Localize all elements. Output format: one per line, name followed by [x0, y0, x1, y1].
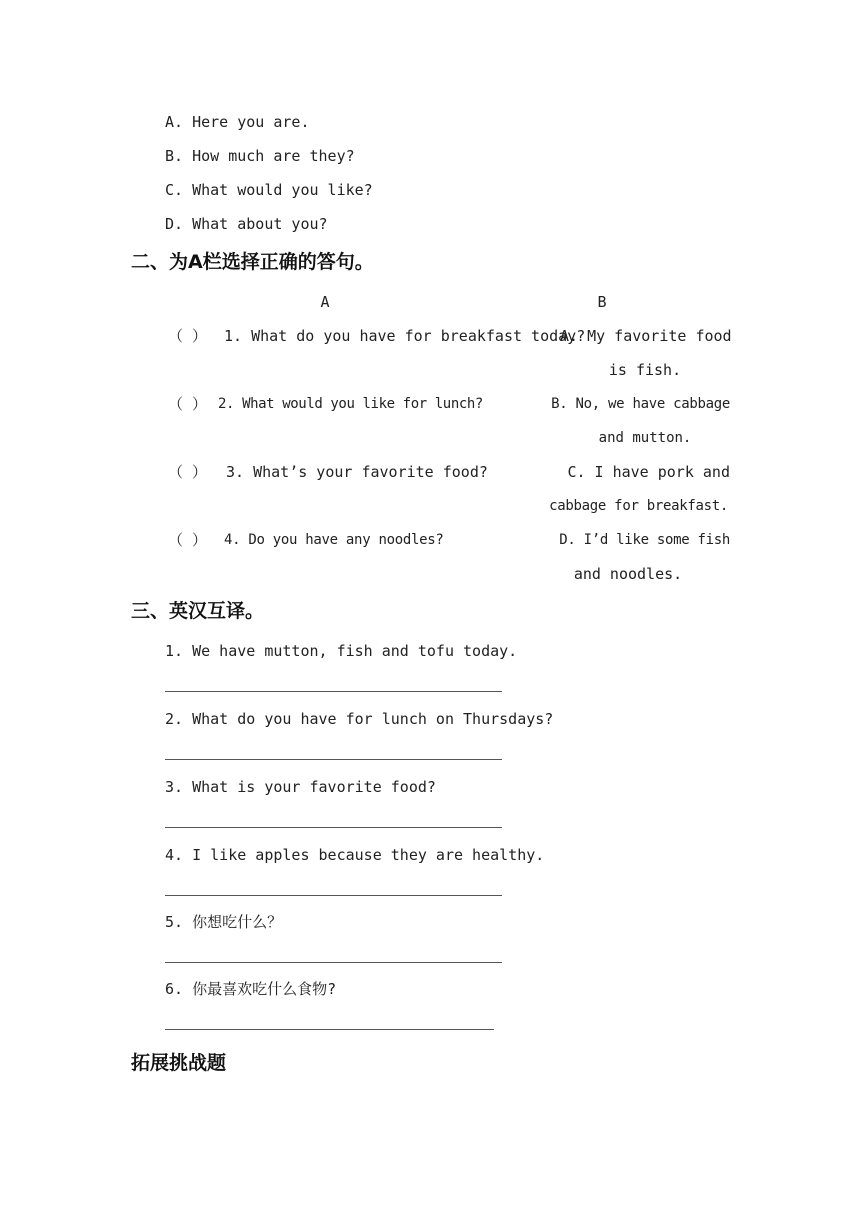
answer-paren-4: （ ） — [168, 531, 208, 549]
section-4-heading: 拓展挑战题 — [131, 1052, 227, 1074]
option-b: B. How much are they? — [165, 147, 355, 165]
question-3: 3. What’s your favorite food? — [226, 463, 488, 481]
translate-item-1: 1. We have mutton, fish and tofu today. — [165, 642, 518, 660]
answer-d-line-2: and noodles. — [573, 565, 683, 583]
translate-item-6: 6. 你最喜欢吃什么食物? — [165, 980, 337, 998]
answer-c-line-1: C. I have pork and — [567, 463, 730, 481]
answer-blank-line-4 — [165, 895, 502, 896]
translate-item-2: 2. What do you have for lunch on Thursdays? — [165, 710, 554, 728]
answer-d-line-1: D. I’d like some fish — [559, 532, 730, 548]
answer-blank-line-6 — [165, 1029, 494, 1030]
option-a: A. Here you are. — [165, 113, 310, 131]
section-2-heading: 二、为A栏选择正确的答句。 — [131, 251, 374, 273]
question-1: 1. What do you have for breakfast today? — [224, 327, 586, 345]
answer-blank-line-5 — [165, 962, 502, 963]
section-3-heading: 三、英汉互译。 — [131, 600, 265, 622]
answer-b-line-1: B. No, we have cabbage — [551, 396, 730, 412]
answer-paren-3: （ ） — [168, 463, 208, 481]
answer-a-line-1: A. My favorite food — [560, 327, 732, 345]
answer-b-line-2: and mutton. — [598, 430, 692, 446]
answer-c-line-2: cabbage for breakfast. — [549, 498, 728, 514]
answer-blank-line-3 — [165, 827, 502, 828]
answer-paren-2: （ ） — [168, 395, 208, 413]
answer-paren-1: （ ） — [168, 327, 208, 345]
translate-item-4: 4. I like apples because they are healthy. — [165, 846, 545, 864]
translate-item-5: 5. 你想吃什么？ — [165, 913, 283, 931]
answer-blank-line-1 — [165, 691, 502, 692]
column-b-header: B — [597, 293, 607, 311]
option-c: C. What would you like? — [165, 181, 373, 199]
question-2: 2. What would you like for lunch? — [218, 396, 483, 412]
answer-blank-line-2 — [165, 759, 502, 760]
answer-a-line-2: is fish. — [608, 361, 682, 379]
column-a-header: A — [320, 293, 330, 311]
option-d: D. What about you? — [165, 215, 328, 233]
question-4: 4. Do you have any noodles? — [224, 532, 444, 548]
translate-item-3: 3. What is your favorite food? — [165, 778, 436, 796]
